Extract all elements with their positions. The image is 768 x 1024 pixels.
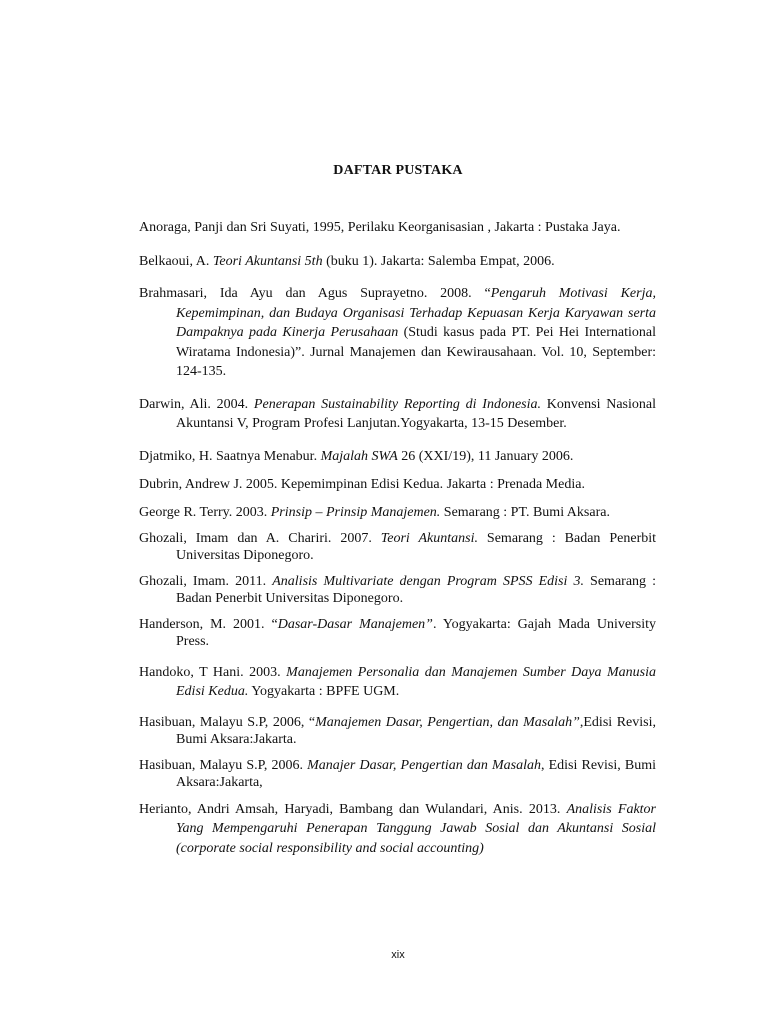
reference-entry: [139, 757, 656, 791]
reference-entry: [139, 218, 656, 238]
reference-entry: [139, 504, 656, 521]
reference-text: Herianto, Andri Amsah, Haryadi, Bambang dan Wulandari, Anis. 2013.: [139, 801, 567, 817]
reference-text: (Studi kasus pada PT. Pei Hei International Wiratama Indonesia)”. Jurnal Manajemen dan Kewirausahaan. Vol. 10, September: 124-135.: [176, 325, 656, 379]
reference-title: Analisis Faktor Yang Mempengaruhi Penerapan Tanggung Jawab Sosial dan Akuntansi Sosial (corporate social responsibility and social accounting): [176, 801, 656, 856]
reference-entry: [139, 616, 656, 650]
reference-title: Manajemen Dasar, Pengertian, dan Masalah”: [315, 714, 580, 730]
reference-text: 26 (XXI/19), 11 January 2006.: [397, 448, 574, 464]
page-title: DAFTAR PUSTAKA: [333, 163, 463, 178]
reference-text: Handerson, M. 2001. “: [139, 616, 278, 632]
reference-title: Teori Akuntansi 5th: [212, 253, 323, 269]
reference-entry: [139, 475, 656, 495]
reference-text: . Yogyakarta: Gajah Mada University Press.: [176, 616, 657, 649]
reference-text: Hasibuan, Malayu S.P, 2006.: [139, 757, 308, 773]
reference-text: George R. Terry. 2003.: [139, 504, 271, 520]
reference-title: Pengaruh Motivasi Kerja, Kepemimpinan, dan Budaya Organisasi Terhadap Kepuasan Kerja Karyawan serta Dampaknya pada Kinerja Perusahaan: [176, 286, 656, 340]
reference-text: , Edisi Revisi, Bumi Aksara:Jakarta,: [176, 757, 656, 790]
reference-entry: [139, 663, 656, 702]
reference-text: Yogyakarta : BPFE UGM.: [248, 684, 400, 699]
reference-entry: [139, 573, 656, 607]
reference-entry: [139, 395, 656, 434]
reference-title: Analisis Multivariate dengan Program SPSS Edisi 3.: [272, 573, 584, 589]
reference-entry: [139, 252, 656, 272]
reference-title: Teori Akuntansi.: [380, 530, 478, 546]
reference-text: Brahmasari, Ida Ayu dan Agus Suprayetno. 2008. “: [139, 286, 491, 301]
reference-text: Djatmiko, H. Saatnya Menabur.: [139, 448, 321, 464]
reference-text: Hasibuan, Malayu S.P, 2006, “: [139, 714, 316, 730]
reference-title: Penerapan Sustainability Reporting di Indonesia.: [253, 396, 542, 412]
reference-entry: [139, 714, 656, 748]
reference-list: [139, 218, 656, 858]
reference-text: ,Edisi Revisi, Bumi Aksara:Jakarta.: [176, 714, 656, 747]
reference-title: Prinsip – Prinsip Manajemen.: [270, 504, 441, 520]
reference-entry: [139, 284, 656, 382]
reference-text: Dubrin, Andrew J. 2005. Kepemimpinan Edisi Kedua. Jakarta : Prenada Media.: [139, 477, 585, 492]
reference-text: Semarang : Badan Penerbit Universitas Diponegoro.: [176, 530, 657, 563]
reference-entry: [139, 530, 656, 564]
reference-title: Manajer Dasar, Pengertian dan Masalah: [307, 757, 541, 773]
reference-text: Konvensi Nasional Akuntansi V, Program Profesi Lanjutan.Yogyakarta, 13-15 Desember.: [176, 396, 656, 431]
page-number: xix: [391, 949, 405, 961]
reference-text: Ghozali, Imam. 2011.: [139, 573, 273, 589]
reference-entry: [139, 800, 656, 859]
reference-entry: [139, 447, 656, 467]
reference-text: Semarang : PT. Bumi Aksara.: [440, 504, 610, 520]
reference-title: Majalah SWA: [320, 448, 398, 464]
reference-text: Semarang : Badan Penerbit Universitas Diponegoro.: [176, 573, 657, 606]
reference-text: Anoraga, Panji dan Sri Suyati, 1995, Perilaku Keorganisasian , Jakarta : Pustaka Jaya.: [139, 220, 621, 235]
reference-text: (buku 1). Jakarta: Salemba Empat, 2006.: [322, 253, 555, 269]
reference-title: Dasar-Dasar Manajemen”: [277, 616, 433, 632]
reference-text: Handoko, T Hani. 2003.: [139, 664, 287, 680]
reference-text: Darwin, Ali. 2004.: [139, 396, 254, 412]
reference-text: Ghozali, Imam dan A. Chariri. 2007.: [139, 530, 381, 546]
reference-title: Manajemen Personalia dan Manajemen Sumber Daya Manusia Edisi Kedua.: [176, 664, 657, 699]
reference-text: Belkaoui, A.: [139, 253, 213, 269]
